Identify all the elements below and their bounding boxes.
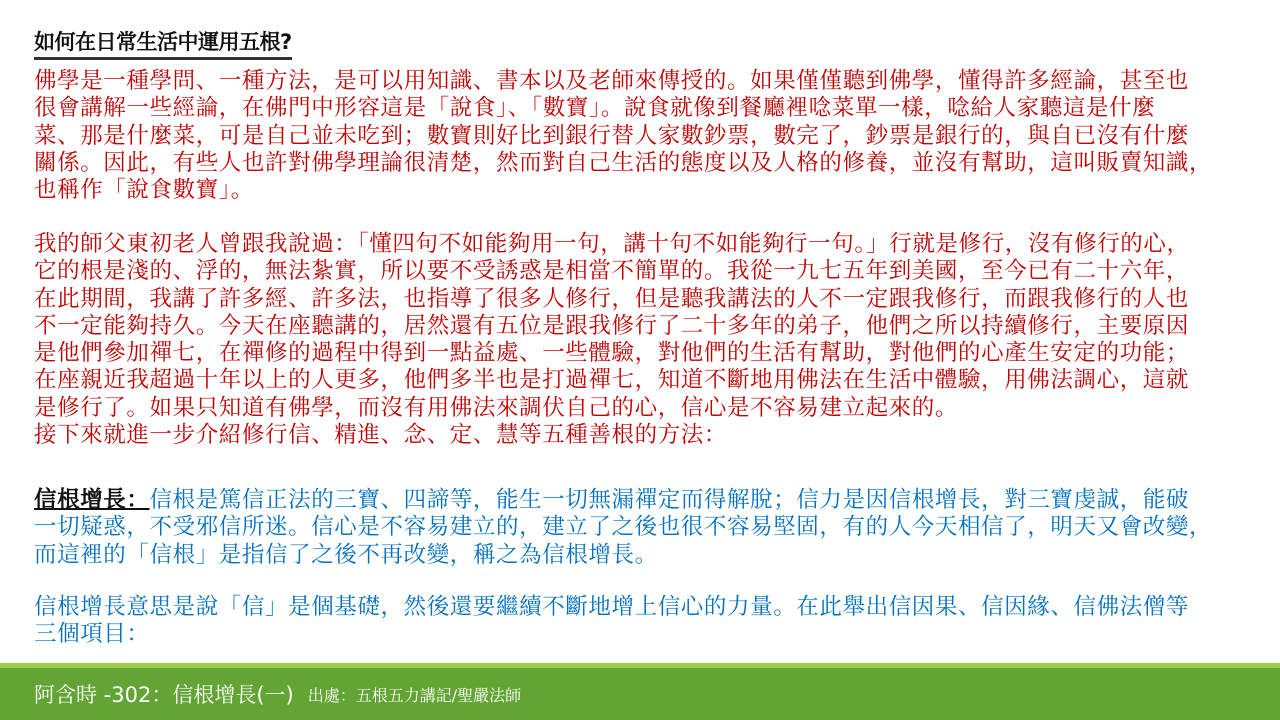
text-line: 也稱作「說食數寶」。: [34, 177, 254, 204]
text-line: 我的師父東初老人曾跟我說過：「懂四句不如能夠用一句，講十句不如能夠行一句。」行就是修行，沒有修行的心，: [34, 231, 1190, 257]
paragraph-4: [34, 594, 1189, 649]
text-line: 信根增長意思是說「信」是個基礎，然後還要繼續不斷地增上信心的力量。在此舉出信因果、信因緣、信佛法僧等: [34, 594, 1190, 620]
footer-bar: [0, 668, 1280, 720]
text-line: 在此期間，我講了許多經、許多法，也指導了很多人修行，但是聽我講法的人不一定跟我修行，而跟我修行的人也: [34, 285, 1190, 312]
paragraph-2: [34, 231, 1190, 449]
text-line: 菜、那是什麼菜，可是自己並未吃到；數寶則好比到銀行替人家數鈔票，數完了，鈔票是銀行的，與自已沒有什麼: [34, 122, 1190, 149]
text-line: 是他們參加禪七，在禪修的過程中得到一點益處、一些體驗，對他們的生活有幫助，對他們的心產生安定的功能；: [34, 340, 1190, 367]
text-line: 三個項目：: [34, 621, 150, 648]
text-line: 一切疑惑，不受邪信所迷。信心是不容易建立的，建立了之後也很不容易堅固，有的人今天相信了，明天又會改變，: [34, 514, 1213, 541]
text-line: 在座親近我超過十年以上的人更多，他們多半也是打過禪七，知道不斷地用佛法在生活中體驗，用佛法調心，這就: [34, 367, 1190, 394]
text-line: 關係。因此，有些人也許對佛學理論很清楚，然而對自己生活的態度以及人格的修養，並沒有幫助，這叫販賣知識，: [34, 149, 1213, 176]
section-label: 信根增長：: [34, 487, 150, 513]
text-line: 很會講解一些經論，在佛門中形容這是「說食」、「數寶」。說食就像到餐廳裡唸菜單一樣，唸給人家聽這是什麼: [34, 95, 1156, 122]
page-title: 如何在日常生活中運用五根?: [34, 26, 292, 60]
text-line: 佛學是一種學問、一種方法，是可以用知識、書本以及老師來傳授的。如果僅僅聽到佛學，懂得許多經論，甚至也: [34, 68, 1190, 94]
footer-source: 出處：五根五力講記/聖嚴法師: [307, 685, 522, 705]
paragraph-1: [34, 68, 1212, 204]
paragraph-3: [34, 487, 1212, 569]
text-line: 而這裡的「信根」是指信了之後不再改變，稱之為信根增長。: [34, 541, 658, 568]
text-line: 信根是篤信正法的三寶、四諦等，能生一切無漏禪定而得解脫；信力是因信根增長，對三寶虔誠，能破: [149, 487, 1190, 513]
text-line: 是修行了。如果只知道有佛學，而沒有用佛法來調伏自己的心，信心是不容易建立起來的。: [34, 394, 959, 421]
text-line: 接下來就進一步介紹修行信、精進、念、定、慧等五種善根的方法：: [34, 422, 728, 449]
text-line: 它的根是淺的、浮的，無法紮實，所以要不受誘惑是相當不簡單的。我從一九七五年到美國，至今已有二十六年，: [34, 258, 1190, 285]
footer-title: 阿含時 -302：信根增長(一): [34, 683, 294, 707]
text-line: 不一定能夠持久。今天在座聽講的，居然還有五位是跟我修行了二十多年的弟子，他們之所以持續修行，主要原因: [34, 312, 1190, 339]
